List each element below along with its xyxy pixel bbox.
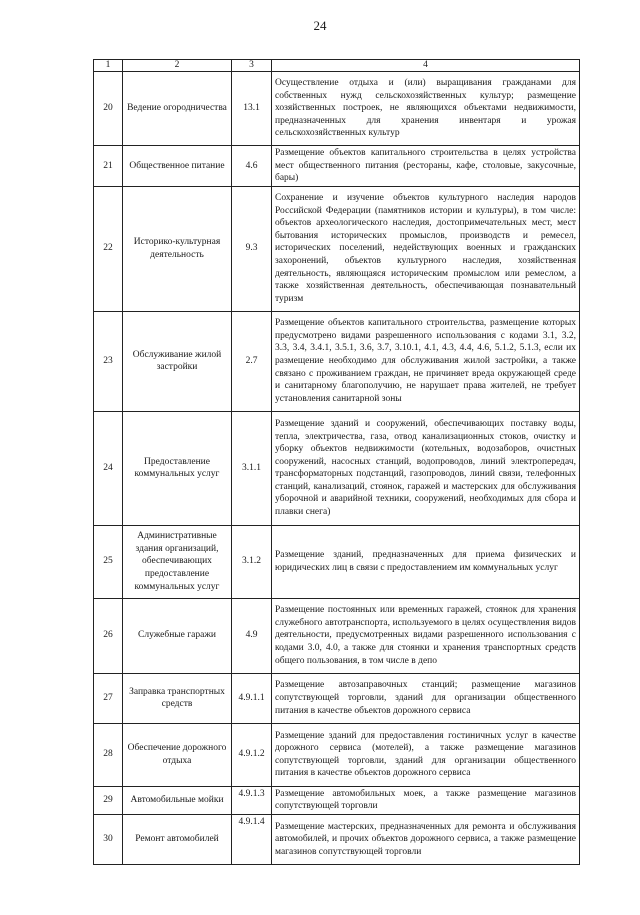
table-row — [94, 673, 580, 723]
use-type-name: Автомобильные мойки — [123, 786, 232, 814]
use-type-code: 4.6 — [232, 146, 272, 187]
use-type-name: Обслуживание жилой застройки — [123, 311, 232, 411]
land-use-table — [93, 59, 580, 865]
use-type-description: Размещение зданий для предоставления гостиничных услуг в качестве дорожного сервиса (мотелей), а также размещение магазинов сопутствующей торговли, зданий для организации общественного питания в качестве объектов дорожного сервиса — [272, 723, 580, 786]
row-number: 23 — [94, 311, 123, 411]
table-row — [94, 411, 580, 525]
use-type-description: Размещение мастерских, предназначенных для ремонта и обслуживания автомобилей, и прочих объектов дорожного сервиса, а также размещение магазинов сопутствующей торговли — [272, 814, 580, 864]
table-row — [94, 311, 580, 411]
row-number: 20 — [94, 72, 123, 146]
use-type-description: Размещение объектов капитального строительства, размещение которых предусмотрено видами разрешенного использования с кодами 3.1, 3.2, 3.3, 3.4, 3.4.1, 3.5.1, 3.6, 3.7, 3.10.1, 4.1, 4.3, 4.4, 4.6, 5.1.2, 5.1.3, если их размещение необходимо для обслуживания жилой застройки, а также связано с проживанием граждан, не причиняет вреда окружающей среде и санитарному благополучию, не нарушает права жителей, не требует установления санитарной зоны — [272, 311, 580, 411]
row-number: 28 — [94, 723, 123, 786]
use-type-name: Ремонт автомобилей — [123, 814, 232, 864]
use-type-code: 2.7 — [232, 311, 272, 411]
table-row — [94, 146, 580, 187]
use-type-code: 4.9.1.1 — [232, 673, 272, 723]
table-row — [94, 525, 580, 598]
use-type-description: Размещение зданий и сооружений, обеспечивающих поставку воды, тепла, электричества, газа, отвод канализационных стоков, очистку и уборку объектов недвижимости (котельных, водозаборов, очистных сооружений, насосных станций, водопроводов, линий электропередач, трансформаторных подстанций, газопроводов, линий связи, телефонных станций, канализаций, стоянок, гаражей и мастерских для обслуживания уборочной и аварийной техники, сооружений, необходимых для сбора и плавки снега) — [272, 411, 580, 525]
use-type-code: 4.9.1.3 — [232, 786, 272, 814]
use-type-code: 3.1.1 — [232, 411, 272, 525]
use-type-name: Административные здания организаций, обеспечивающих предоставление коммунальных услуг — [123, 525, 232, 598]
row-number: 29 — [94, 786, 123, 814]
row-number: 21 — [94, 146, 123, 187]
row-number: 30 — [94, 814, 123, 864]
page-number: 24 — [313, 18, 327, 33]
use-type-name: Предоставление коммунальных услуг — [123, 411, 232, 525]
row-number: 22 — [94, 186, 123, 311]
header-cell: 3 — [232, 60, 272, 72]
table-row — [94, 72, 580, 146]
use-type-description: Сохранение и изучение объектов культурного наследия народов Российской Федерации (памятников истории и культуры), в том числе: объектов археологического наследия, достопримечательных мест, мест бытования исторических промыслов, производств и ремесел, исторических поселений, недействующих военных и гражданских захоронений, объектов культурного наследия, хозяйственная деятельность, являющаяся историческим промыслом или ремеслом, а также хозяйственная деятельность, обеспечивающая познавательный туризм — [272, 186, 580, 311]
use-type-description: Размещение автозаправочных станций; размещение магазинов сопутствующей торговли, зданий для организации общественного питания в качестве объектов дорожного сервиса — [272, 673, 580, 723]
use-type-name: Служебные гаражи — [123, 598, 232, 673]
table-row — [94, 814, 580, 864]
use-type-code: 13.1 — [232, 72, 272, 146]
table-header-row — [94, 60, 580, 72]
header-cell: 1 — [94, 60, 123, 72]
use-type-code: 9.3 — [232, 186, 272, 311]
table-row — [94, 186, 580, 311]
table-row — [94, 598, 580, 673]
row-number: 24 — [94, 411, 123, 525]
use-type-code: 4.9.1.2 — [232, 723, 272, 786]
use-type-code: 3.1.2 — [232, 525, 272, 598]
use-type-code: 4.9 — [232, 598, 272, 673]
use-type-description: Осуществление отдыха и (или) выращивания гражданами для собственных нужд сельскохозяйственных культур; размещение хозяйственных построек, не являющихся объектами недвижимости, предназначенных для хранения инвентаря и урожая сельскохозяйственных культур — [272, 72, 580, 146]
use-type-description: Размещение автомобильных моек, а также размещение магазинов сопутствующей торговли — [272, 786, 580, 814]
use-type-description: Размещение объектов капитального строительства в целях устройства мест общественного питания (рестораны, кафе, столовые, закусочные, бары) — [272, 146, 580, 187]
use-type-description: Размещение зданий, предназначенных для приема физических и юридических лиц в связи с предоставлением им коммунальных услуг — [272, 525, 580, 598]
row-number: 25 — [94, 525, 123, 598]
table-row — [94, 786, 580, 814]
use-type-name: Обеспечение дорожного отдыха — [123, 723, 232, 786]
table-row — [94, 723, 580, 786]
use-type-name: Заправка транспортных средств — [123, 673, 232, 723]
use-type-name: Ведение огородничества — [123, 72, 232, 146]
header-cell: 4 — [272, 60, 580, 72]
row-number: 26 — [94, 598, 123, 673]
use-type-code: 4.9.1.4 — [232, 814, 272, 864]
use-type-description: Размещение постоянных или временных гаражей, стоянок для хранения служебного автотранспорта, используемого в целях осуществления видов деятельности, предусмотренных видами разрешенного использования с кодами 3.0, 4.0, а также для стоянки и хранения транспортных средств общего пользования, в том числе в депо — [272, 598, 580, 673]
use-type-name: Историко-культурная деятельность — [123, 186, 232, 311]
header-cell: 2 — [123, 60, 232, 72]
use-type-name: Общественное питание — [123, 146, 232, 187]
row-number: 27 — [94, 673, 123, 723]
